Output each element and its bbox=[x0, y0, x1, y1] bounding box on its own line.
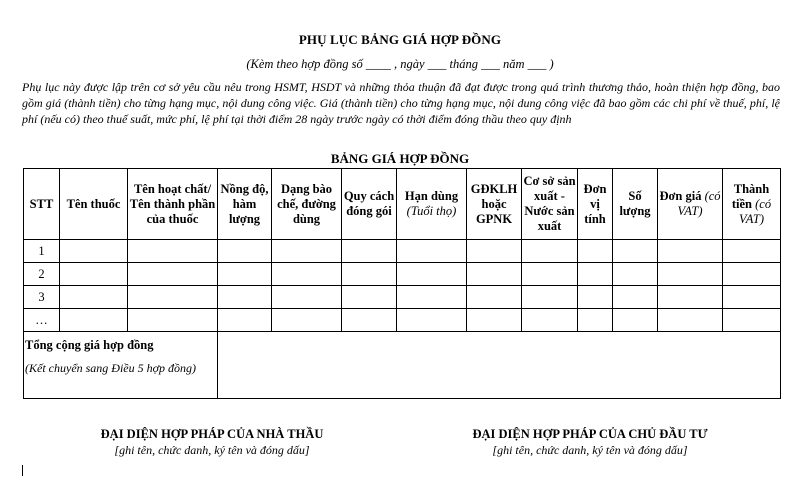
table-cell[interactable] bbox=[467, 309, 522, 332]
table-cell[interactable] bbox=[613, 263, 658, 286]
table-cell[interactable] bbox=[658, 309, 723, 332]
table-cell[interactable] bbox=[218, 286, 272, 309]
column-header bbox=[60, 169, 128, 240]
table-cell[interactable] bbox=[218, 263, 272, 286]
column-header-label: Nồng độ, hàm lượng bbox=[220, 181, 269, 226]
table-cell[interactable] bbox=[60, 263, 128, 286]
table-row bbox=[24, 309, 781, 332]
column-header-label: Hạn dùng bbox=[404, 189, 459, 203]
table-cell[interactable] bbox=[522, 263, 578, 286]
table-cell[interactable] bbox=[522, 240, 578, 263]
row-number: 1 bbox=[24, 240, 60, 263]
column-header-label: Đơn giá bbox=[659, 189, 702, 203]
column-header bbox=[24, 169, 60, 240]
row-number: … bbox=[24, 309, 60, 332]
table-cell[interactable] bbox=[60, 240, 128, 263]
table-cell[interactable] bbox=[723, 286, 781, 309]
column-header bbox=[128, 169, 218, 240]
table-cell[interactable] bbox=[397, 240, 467, 263]
table-cell[interactable] bbox=[613, 286, 658, 309]
table-cell[interactable] bbox=[658, 286, 723, 309]
table-cell[interactable] bbox=[60, 286, 128, 309]
column-header bbox=[397, 169, 467, 240]
table-header-row bbox=[24, 169, 781, 240]
column-header bbox=[342, 169, 397, 240]
table-cell[interactable] bbox=[397, 263, 467, 286]
table-cell[interactable] bbox=[578, 309, 613, 332]
contractor-role: ĐẠI DIỆN HỢP PHÁP CỦA NHÀ THẦU bbox=[100, 427, 324, 441]
column-header-label: Tên thuốc bbox=[66, 196, 121, 211]
table-cell[interactable] bbox=[397, 309, 467, 332]
investor-role: ĐẠI DIỆN HỢP PHÁP CỦA CHỦ ĐẦU TƯ bbox=[472, 427, 708, 441]
table-cell[interactable] bbox=[218, 240, 272, 263]
table-cell[interactable] bbox=[658, 240, 723, 263]
column-header bbox=[218, 169, 272, 240]
total-note: (Kết chuyển sang Điều 5 hợp đồng) bbox=[25, 361, 197, 375]
total-cell bbox=[24, 332, 218, 399]
table-cell[interactable] bbox=[613, 309, 658, 332]
row-number: 2 bbox=[24, 263, 60, 286]
table-row bbox=[24, 263, 781, 286]
table-cell[interactable] bbox=[342, 240, 397, 263]
table-cell[interactable] bbox=[128, 309, 218, 332]
table-cell[interactable] bbox=[272, 309, 342, 332]
contractor-signature bbox=[22, 427, 402, 458]
column-header bbox=[613, 169, 658, 240]
intro-paragraph: Phụ lục này được lập trên cơ sở yêu cầu nêu trong HSMT, HSDT và những thỏa thuận đã đạt được trong quá trình thương thảo, hoàn thiện hợp đồng, bao gồm giá (thành tiền) cho từng hạng mục, nội dung công việc. Giá (thành tiền) cho từng hạng mục, nội dung công việc đã bao gồm các chi phí về thuế, phí, lệ phí (nếu có) theo thuế suất, mức phí, lệ phí tại thời điểm 28 ngày trước ngày có thời điểm đóng thầu theo quy định bbox=[22, 80, 780, 127]
table-cell[interactable] bbox=[467, 286, 522, 309]
table-cell[interactable] bbox=[522, 286, 578, 309]
table-cell[interactable] bbox=[522, 309, 578, 332]
table-cell[interactable] bbox=[723, 263, 781, 286]
total-value-cell[interactable] bbox=[218, 332, 781, 399]
column-header-label: STT bbox=[29, 196, 54, 211]
table-cell[interactable] bbox=[128, 286, 218, 309]
table-cell[interactable] bbox=[342, 309, 397, 332]
table-cell[interactable] bbox=[578, 286, 613, 309]
row-number: 3 bbox=[24, 286, 60, 309]
column-header bbox=[578, 169, 613, 240]
column-header-label: Số lượng bbox=[619, 189, 651, 218]
investor-hint: [ghi tên, chức danh, ký tên và đóng dấu] bbox=[492, 443, 688, 457]
table-cell[interactable] bbox=[723, 309, 781, 332]
table-cell[interactable] bbox=[723, 240, 781, 263]
table-cell[interactable] bbox=[397, 286, 467, 309]
total-label: Tổng cộng giá hợp đồng bbox=[25, 338, 154, 352]
table-cell[interactable] bbox=[578, 240, 613, 263]
column-header bbox=[272, 169, 342, 240]
column-header bbox=[522, 169, 578, 240]
investor-signature bbox=[400, 427, 780, 458]
text-cursor bbox=[22, 465, 23, 476]
price-table bbox=[23, 168, 781, 399]
column-header-note: (có VAT) bbox=[677, 189, 721, 218]
table-cell[interactable] bbox=[272, 286, 342, 309]
table-row bbox=[24, 286, 781, 309]
table-cell[interactable] bbox=[60, 309, 128, 332]
contract-reference: (Kèm theo hợp đồng số ____ , ngày ___ tháng ___ năm ___ ) bbox=[246, 57, 554, 71]
table-cell[interactable] bbox=[467, 263, 522, 286]
table-cell[interactable] bbox=[467, 240, 522, 263]
table-cell[interactable] bbox=[128, 263, 218, 286]
table-cell[interactable] bbox=[272, 263, 342, 286]
column-header bbox=[467, 169, 522, 240]
column-header-label: Tên hoạt chất/ Tên thành phần của thuốc bbox=[129, 181, 216, 226]
table-row bbox=[24, 240, 781, 263]
table-cell[interactable] bbox=[613, 240, 658, 263]
column-header bbox=[658, 169, 723, 240]
column-header-label: Cơ sở sản xuất - Nước sản xuất bbox=[523, 174, 576, 233]
column-header-label: Quy cách đóng gói bbox=[343, 189, 395, 218]
column-header-label: Dạng bào chế, đường dùng bbox=[277, 181, 336, 226]
column-header-label: Đơn vị tính bbox=[583, 181, 607, 226]
column-header-note: (Tuổi thọ) bbox=[406, 204, 457, 218]
contractor-hint: [ghi tên, chức danh, ký tên và đóng dấu] bbox=[114, 443, 310, 457]
table-cell[interactable] bbox=[658, 263, 723, 286]
table-cell[interactable] bbox=[342, 263, 397, 286]
column-header-note: (có VAT) bbox=[739, 196, 772, 226]
table-cell[interactable] bbox=[218, 309, 272, 332]
total-row bbox=[24, 332, 781, 399]
table-title: BẢNG GIÁ HỢP ĐỒNG bbox=[330, 151, 470, 166]
column-header bbox=[723, 169, 781, 240]
table-cell[interactable] bbox=[128, 240, 218, 263]
table-cell[interactable] bbox=[342, 286, 397, 309]
column-header-label: GĐKLH hoặc GPNK bbox=[470, 181, 518, 226]
document-title: PHỤ LỤC BẢNG GIÁ HỢP ĐỒNG bbox=[298, 32, 502, 47]
column-header-label: Thành tiền bbox=[731, 181, 770, 211]
table-cell[interactable] bbox=[272, 240, 342, 263]
table-cell[interactable] bbox=[578, 263, 613, 286]
